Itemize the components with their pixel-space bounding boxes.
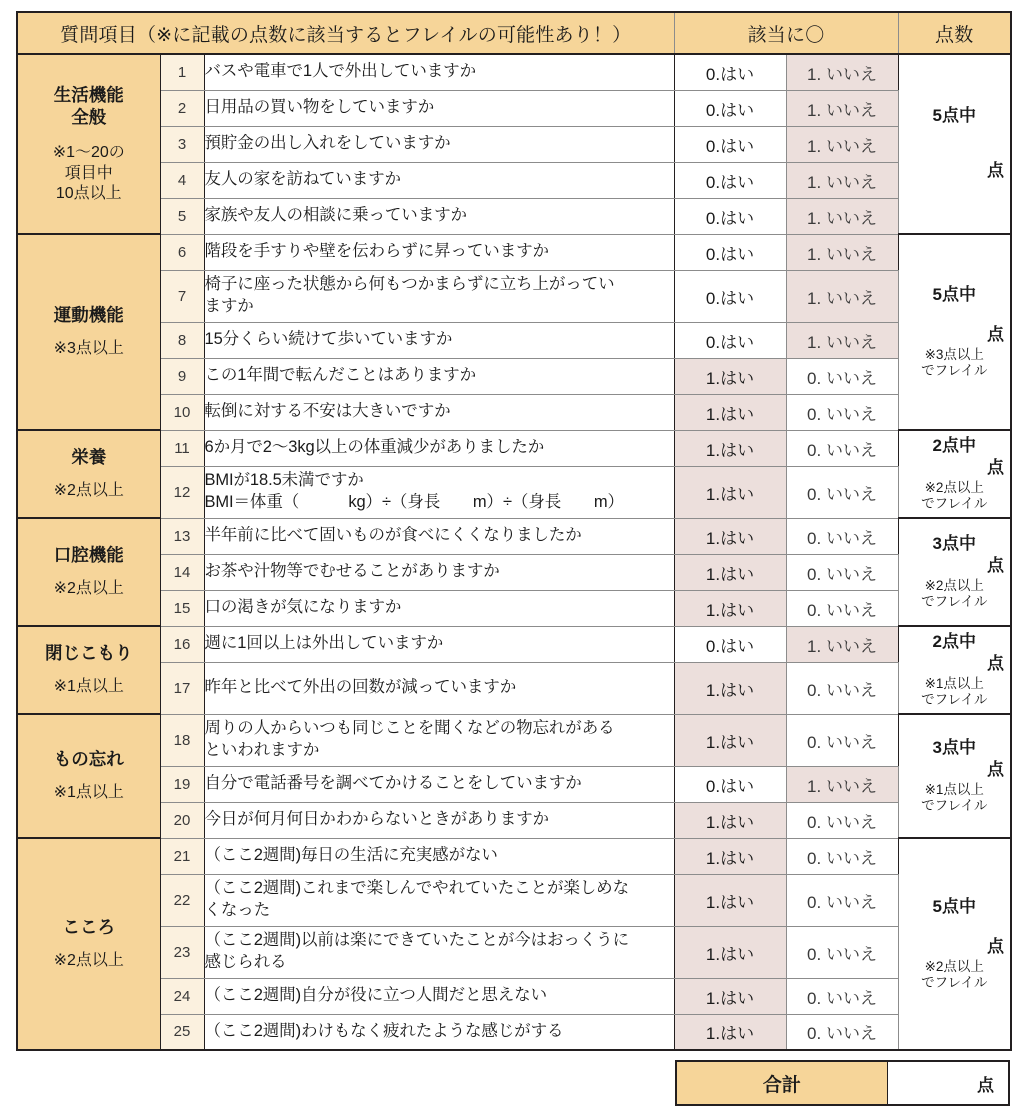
question-number: 3 [160,126,204,162]
question-number: 21 [160,838,204,874]
table-row [17,430,1011,466]
category-title: 閉じこもり [45,643,133,664]
answer-option-yes[interactable]: 1.はい [674,466,786,518]
category-cell [17,838,160,1050]
question-text: 15分くらい続けて歩いていますか [204,322,674,358]
score-max: 2点中 [932,631,976,651]
category-title: 口腔機能 [53,545,124,566]
question-text-line2: ますか [204,297,254,315]
question-number: 25 [160,1014,204,1050]
table-row [17,590,1011,626]
header-questions: 質問項目（※に記載の点数に該当するとフレイルの可能性あり！） [17,12,674,54]
table-row [17,90,1011,126]
score-cell[interactable] [898,518,1011,626]
question-number: 7 [160,270,204,322]
answer-option-no[interactable]: 0. いいえ [786,838,898,874]
score-input-blank[interactable]: 点 [987,937,1004,957]
table-header [17,12,1011,54]
score-cell[interactable] [898,54,1011,234]
table-row [17,662,1011,714]
answer-option-yes[interactable]: 1.はい [674,590,786,626]
answer-option-no[interactable]: 0. いいえ [786,714,898,766]
table-row [17,270,1011,322]
header-answers: 該当に〇 [674,12,898,54]
question-text: 半年前に比べて固いものが食べにくくなりましたか [204,518,674,554]
total-row [676,1061,1009,1105]
score-threshold-note: ※1点以上 でフレイル [921,676,988,708]
table-row [17,874,1011,926]
question-number: 5 [160,198,204,234]
table-row [17,554,1011,590]
score-threshold-note: ※2点以上 でフレイル [921,959,988,991]
score-input-blank[interactable]: 点 [987,161,1004,180]
category-threshold-note: ※2点以上 [53,952,124,970]
answer-option-no[interactable]: 0. いいえ [786,554,898,590]
table-row [17,626,1011,662]
answer-option-yes[interactable]: 0.はい [674,626,786,662]
category-cell [17,54,160,234]
answer-option-no[interactable]: 0. いいえ [786,518,898,554]
question-number: 23 [160,926,204,978]
table-row [17,838,1011,874]
question-number: 9 [160,358,204,394]
question-text: 預貯金の出し入れをしていますか [204,126,674,162]
answer-option-yes[interactable]: 0.はい [674,322,786,358]
answer-option-yes[interactable]: 0.はい [674,126,786,162]
category-title: 生活機能 [53,84,124,105]
category-cell [17,518,160,626]
question-text: 今日が何月何日かわからないときがありますか [204,802,674,838]
category-threshold-note: ※2点以上 [53,580,124,598]
score-cell[interactable] [898,714,1011,838]
answer-option-no[interactable]: 0. いいえ [786,1014,898,1050]
question-text: この1年間で転んだことはありますか [204,358,674,394]
category-cell [17,626,160,714]
score-cell[interactable] [898,430,1011,518]
question-text: 自分で電話番号を調べてかけることをしていますか [204,766,674,802]
answer-option-no[interactable]: 1. いいえ [786,766,898,802]
question-number: 13 [160,518,204,554]
question-text: 転倒に対する不安は大きいですか [204,394,674,430]
table-row [17,394,1011,430]
table-row [17,358,1011,394]
question-number: 20 [160,802,204,838]
table-row [17,926,1011,978]
answer-option-yes[interactable]: 0.はい [674,270,786,322]
answer-option-no[interactable]: 0. いいえ [786,662,898,714]
question-text: 椅子に座った状態から何もつかまらずに立ち上がってい ますか [204,270,674,322]
answer-option-yes[interactable]: 0.はい [674,54,786,90]
table-row [17,466,1011,518]
question-text: BMIが18.5未満ですか BMI＝体重（ kg）÷（身長 m）÷（身長 m） [204,466,674,518]
question-text: 家族や友人の相談に乗っていますか [204,198,674,234]
question-text: （ここ2週間)これまで楽しんでやれていたことが楽しめな くなった [204,874,674,926]
table-row [17,714,1011,766]
score-max: 3点中 [932,533,976,553]
score-threshold-note: ※3点以上 でフレイル [921,347,988,379]
answer-option-no[interactable]: 0. いいえ [786,430,898,466]
question-text-line2: といわれますか [204,741,320,759]
question-number: 22 [160,874,204,926]
question-text: （ここ2週間)自分が役に立つ人間だと思えない [204,978,674,1014]
answer-option-no[interactable]: 1. いいえ [786,198,898,234]
total-value-field[interactable]: 点 [887,1061,1009,1105]
question-text-line2: BMI＝体重（ kg）÷（身長 m）÷（身長 m） [204,493,624,511]
score-max: 5点中 [932,284,976,304]
score-threshold-note: ※2点以上 でフレイル [921,480,988,512]
question-text: バスや電車で1人で外出していますか [204,54,674,90]
score-input-blank[interactable]: 点 [987,654,1004,674]
score-max: 5点中 [932,896,976,916]
score-max: 3点中 [932,737,976,757]
score-max: 5点中 [932,106,976,126]
table-row [17,322,1011,358]
answer-option-no[interactable]: 0. いいえ [786,358,898,394]
table-row [17,1014,1011,1050]
category-cell [17,234,160,430]
question-text: 6か月で2〜3kg以上の体重減少がありましたか [204,430,674,466]
score-cell[interactable] [898,626,1011,714]
question-text-line2: 感じられる [204,953,287,971]
category-title-line2: 全般 [71,107,107,128]
table-row [17,518,1011,554]
category-threshold-note: ※1〜20の 項目中 10点以上 [52,144,125,202]
answer-option-yes[interactable]: 1.はい [674,714,786,766]
answer-option-yes[interactable]: 0.はい [674,162,786,198]
question-text: （ここ2週間)以前は楽にできていたことが今はおっくうに 感じられる [204,926,674,978]
question-number: 1 [160,54,204,90]
answer-option-yes[interactable]: 1.はい [674,662,786,714]
answer-option-no[interactable]: 0. いいえ [786,978,898,1014]
answer-option-yes[interactable]: 0.はい [674,766,786,802]
answer-option-no[interactable]: 1. いいえ [786,270,898,322]
frailty-table [16,11,1012,1051]
question-number: 19 [160,766,204,802]
question-number: 24 [160,978,204,1014]
score-threshold-note: ※2点以上 でフレイル [921,578,988,610]
answer-option-yes[interactable]: 1.はい [674,926,786,978]
category-threshold-note: ※1点以上 [53,678,124,696]
answer-option-no[interactable]: 0. いいえ [786,466,898,518]
answer-option-no[interactable]: 1. いいえ [786,54,898,90]
question-number: 4 [160,162,204,198]
answer-option-yes[interactable]: 0.はい [674,234,786,270]
category-title: 運動機能 [53,305,124,326]
table-row [17,126,1011,162]
question-text: 昨年と比べて外出の回数が減っていますか [204,662,674,714]
answer-option-no[interactable]: 1. いいえ [786,126,898,162]
table-body [17,54,1011,1050]
question-number: 8 [160,322,204,358]
category-threshold-note: ※3点以上 [53,340,124,358]
question-text: （ここ2週間)毎日の生活に充実感がない [204,838,674,874]
category-title: こころ [62,917,115,938]
score-max: 2点中 [932,435,976,455]
score-input-blank[interactable]: 点 [987,325,1004,345]
score-input-blank[interactable]: 点 [987,556,1004,576]
answer-option-yes[interactable]: 1.はい [674,874,786,926]
category-title: もの忘れ [53,749,124,770]
table-row [17,802,1011,838]
score-input-blank[interactable]: 点 [987,760,1004,780]
answer-option-yes[interactable]: 1.はい [674,358,786,394]
category-title: 栄養 [71,447,107,468]
question-text: 口の渇きが気になりますか [204,590,674,626]
total-table [675,1060,1010,1106]
answer-option-yes[interactable]: 1.はい [674,1014,786,1050]
question-text: （ここ2週間)わけもなく疲れたような感じがする [204,1014,674,1050]
table-row [17,198,1011,234]
category-threshold-note: ※1点以上 [53,784,124,802]
score-cell[interactable] [898,838,1011,1050]
question-number: 2 [160,90,204,126]
answer-option-no[interactable]: 0. いいえ [786,926,898,978]
score-threshold-note: ※1点以上 でフレイル [921,782,988,814]
answer-option-yes[interactable]: 1.はい [674,394,786,430]
question-text: 友人の家を訪ねていますか [204,162,674,198]
question-text: 週に1回以上は外出していますか [204,626,674,662]
category-threshold-note: ※2点以上 [53,482,124,500]
total-label: 合計 [676,1061,887,1105]
answer-option-no[interactable]: 1. いいえ [786,90,898,126]
answer-option-yes[interactable]: 1.はい [674,978,786,1014]
answer-option-yes[interactable]: 1.はい [674,518,786,554]
question-text: 周りの人からいつも同じことを聞くなどの物忘れがある といわれますか [204,714,674,766]
category-cell [17,714,160,838]
score-input-blank[interactable]: 点 [987,458,1004,478]
category-cell [17,430,160,518]
answer-option-no[interactable]: 1. いいえ [786,626,898,662]
answer-option-yes[interactable]: 0.はい [674,90,786,126]
answer-option-no[interactable]: 1. いいえ [786,162,898,198]
question-text: 階段を手すりや壁を伝わらずに昇っていますか [204,234,674,270]
answer-option-no[interactable]: 0. いいえ [786,874,898,926]
score-cell[interactable] [898,234,1011,430]
table-row [17,978,1011,1014]
answer-option-yes[interactable]: 1.はい [674,802,786,838]
question-number: 14 [160,554,204,590]
answer-option-no[interactable]: 1. いいえ [786,234,898,270]
question-number: 10 [160,394,204,430]
question-number: 11 [160,430,204,466]
question-text: 日用品の買い物をしていますか [204,90,674,126]
question-number: 12 [160,466,204,518]
question-number: 15 [160,590,204,626]
table-row [17,766,1011,802]
header-score: 点数 [898,12,1011,54]
table-row [17,54,1011,90]
answer-option-no[interactable]: 0. いいえ [786,802,898,838]
question-number: 17 [160,662,204,714]
answer-option-yes[interactable]: 1.はい [674,838,786,874]
answer-option-yes[interactable]: 0.はい [674,198,786,234]
table-row [17,234,1011,270]
answer-option-yes[interactable]: 1.はい [674,430,786,466]
question-text: お茶や汁物等でむせることがありますか [204,554,674,590]
answer-option-yes[interactable]: 1.はい [674,554,786,590]
table-row [17,162,1011,198]
answer-option-no[interactable]: 1. いいえ [786,322,898,358]
question-number: 18 [160,714,204,766]
question-text-line2: くなった [204,901,271,919]
answer-option-no[interactable]: 0. いいえ [786,590,898,626]
question-number: 16 [160,626,204,662]
question-number: 6 [160,234,204,270]
answer-option-no[interactable]: 0. いいえ [786,394,898,430]
